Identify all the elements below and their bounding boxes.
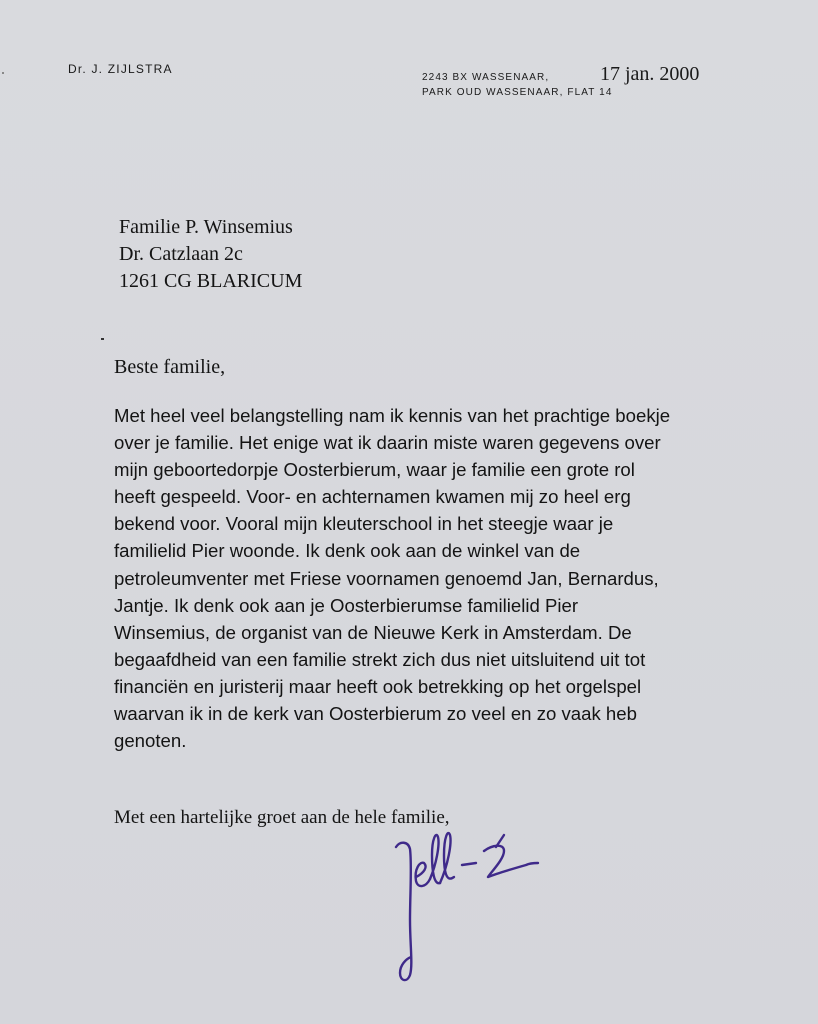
body-line: genoten. xyxy=(114,730,187,752)
sender-surname: J. ZIJLSTRA xyxy=(91,62,173,76)
body-line: financiën en juristerij maar heeft ook betrekking op het orgelspel xyxy=(114,675,642,697)
recipient-line2: Dr. Catzlaan 2c xyxy=(119,243,243,265)
body-line: begaafdheid van een familie strekt zich dus niet uitsluitend uit tot xyxy=(114,648,646,670)
body-line: mijn geboortedorpje Oosterbierum, waar je familie een grote rol xyxy=(114,459,635,481)
letter-body xyxy=(114,402,794,754)
body-line: Jantje. Ik denk ook aan je Oosterbierumse familielid Pier xyxy=(114,594,579,616)
body-line: familielid Pier woonde. Ik denk ook aan de winkel van de xyxy=(114,540,581,562)
paper-speck xyxy=(2,72,4,74)
body-line: bekend voor. Vooral mijn kleuterschool in het steegje waar je xyxy=(114,513,614,535)
sender-name xyxy=(68,62,173,76)
recipient-address xyxy=(119,214,302,295)
recipient-line1: Familie P. Winsemius xyxy=(119,216,293,238)
sender-address-line1: 2243 BX WASSENAAR, xyxy=(422,72,550,83)
body-line: heeft gespeeld. Voor- en achternamen kwamen mij zo heel erg xyxy=(114,486,631,508)
body-line: Met heel veel belangstelling nam ik kennis van het prachtige boekje xyxy=(114,405,671,426)
signature-icon xyxy=(380,825,560,985)
paper-speck xyxy=(101,338,104,340)
body-line: over je familie. Het enige wat ik daarin miste waren gegevens over xyxy=(114,432,661,454)
recipient-line3: 1261 CG BLARICUM xyxy=(119,270,303,292)
body-line: petroleumventer met Friese voornamen genoemd Jan, Bernardus, xyxy=(114,567,659,589)
greeting: Beste familie, xyxy=(114,356,226,378)
closing: Met een hartelijke groet aan de hele familie, xyxy=(114,807,450,828)
sender-address xyxy=(422,70,752,100)
sender-address-line2: PARK OUD WASSENAAR, FLAT 14 xyxy=(422,87,613,98)
body-line: Winsemius, de organist van de Nieuwe Kerk in Amsterdam. De xyxy=(114,621,632,643)
body-line: waarvan ik in de kerk van Oosterbierum zo veel en zo vaak heb xyxy=(114,703,637,725)
letter-date: 17 jan. 2000 xyxy=(600,63,700,85)
sender-prefix: Dr. xyxy=(68,62,87,76)
